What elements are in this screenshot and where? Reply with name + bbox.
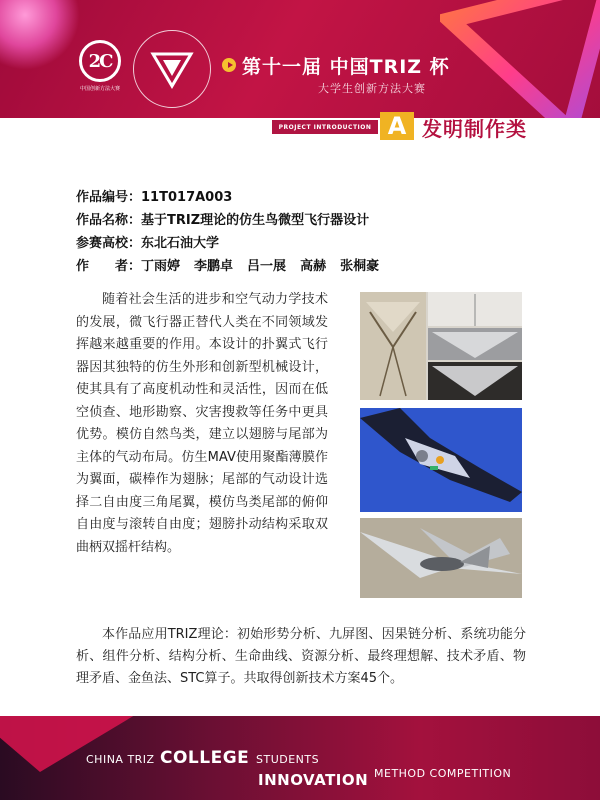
prototype-photo-grid	[360, 292, 522, 400]
bird-drone-photo	[360, 518, 522, 598]
author-name: 张桐豪	[340, 259, 380, 274]
authors-row	[76, 255, 556, 278]
project-name-value: 基于TRIZ理论的仿生鸟微型飞行器设计	[141, 213, 370, 228]
cimc-logo-mark: 2C	[79, 40, 121, 82]
footer-method-competition: METHOD COMPETITION	[374, 767, 512, 780]
cimc-logo	[62, 40, 138, 102]
triz-cup-logo	[133, 30, 211, 108]
school-value: 东北石油大学	[141, 236, 220, 251]
author-name: 吕一展	[247, 259, 287, 274]
footer-college: COLLEGE	[160, 748, 250, 768]
play-icon	[222, 58, 236, 72]
footer-students: STUDENTS	[256, 753, 320, 766]
school-label: 参赛高校：	[76, 236, 142, 251]
school-row	[76, 232, 556, 255]
author-name: 李鹏卓	[194, 259, 234, 274]
project-id-label: 作品编号：	[76, 190, 142, 205]
project-meta	[76, 186, 556, 278]
category-name: 发明制作类	[422, 117, 527, 141]
project-name-row	[76, 209, 556, 232]
triz-summary: 本作品应用TRIZ理论：初始形势分析、九屏图、因果链分析、系统功能分析、组件分析、结构分析、生命曲线、资源分析、最终理想解、技术矛盾、物理矛盾、金鱼法、STC算子。共取得创新技术方案45个。	[76, 627, 526, 686]
author-name: 高赫	[300, 259, 327, 274]
footer-china-triz: CHINA TRIZ	[86, 753, 155, 766]
footer-innovation: INNOVATION	[258, 771, 369, 789]
project-id-value: 11T017A003	[141, 190, 233, 205]
decorative-triangle	[440, 0, 600, 130]
author-name: 丁雨婷	[141, 259, 181, 274]
authors-label: 作 者：	[76, 259, 142, 274]
category-letter: A	[380, 112, 414, 140]
cimc-logo-caption: 中国创新方法大赛	[79, 86, 120, 92]
competition-title: 第十一届 中国TRIZ 杯	[242, 56, 450, 78]
project-id-row	[76, 186, 556, 209]
cad-model-render	[360, 408, 522, 512]
footer-banner	[0, 716, 600, 800]
project-description: 随着社会生活的进步和空气动力学技术的发展，微飞行器正替代人类在不同领域发挥越来越重要的作用。本设计的扑翼式飞行器因其独特的仿生外形和创新型机械设计，使其具有了高度机动性和灵活性，因而在低空侦查、地形勘察、灾害搜救等任务中更具优势。模仿自然鸟类，建立以翅膀与尾部为主体的气动布局。仿生MAV使用聚酯薄膜作为翼面，碳棒作为翅脉；尾部的气动设计选择二自由度三角尾翼，模仿鸟类尾部的俯仰自由度与滚转自由度；翅膀扑动结构采取双曲柄双摇杆结构。	[76, 292, 328, 555]
project-introduction-label: PROJECT INTRODUCTION	[272, 120, 378, 134]
project-name-label: 作品名称：	[76, 213, 142, 228]
competition-subtitle: 大学生创新方法大赛	[318, 82, 426, 95]
triz-emblem-icon	[149, 46, 195, 92]
